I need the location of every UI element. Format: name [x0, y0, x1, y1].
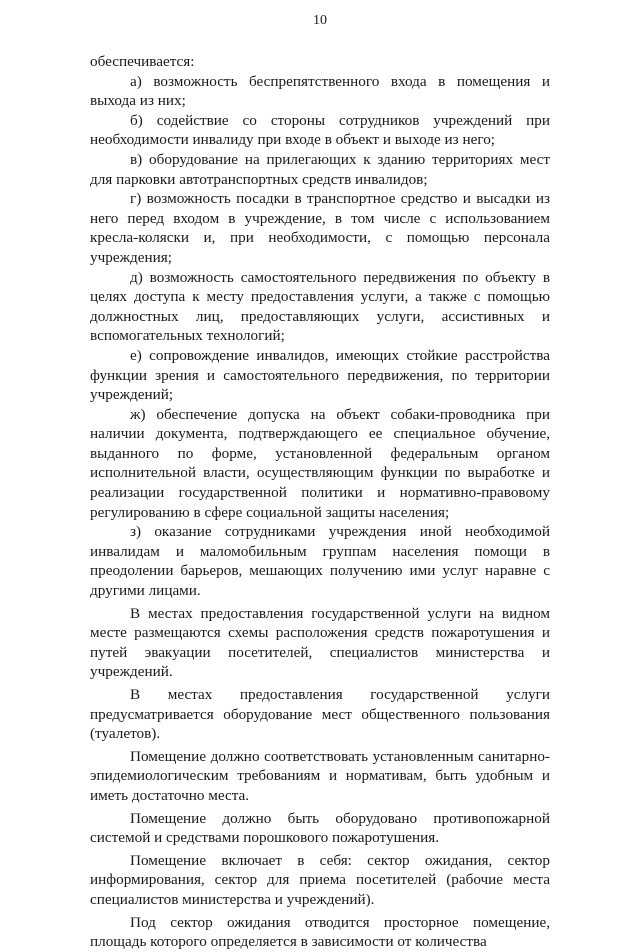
paragraph: обеспечивается: [90, 53, 195, 70]
paragraph: Помещение должно быть оборудовано противопожарной системой и средствами порошкового пожаротушения. [90, 809, 550, 847]
paragraph: В местах предоставления государственной услуги предусматривается оборудование мест общественного пользования (туалетов). [90, 686, 550, 743]
list-item: з) оказание сотрудниками учреждения иной необходимой инвалидам и маломобильным группам населения помощи в преодолении барьеров, мешающих получению ими услуг наравне с другими лицами. [90, 523, 550, 600]
list-item: б) содействие со стороны сотрудников учреждений при необходимости инвалиду при входе в объект и выходе из него; [90, 111, 550, 149]
paragraph: Помещение должно соответствовать установленным санитарно-эпидемиологическим требованиям и нормативам, быть удобным и иметь достаточно места. [90, 747, 550, 804]
list-item: ж) обеспечение допуска на объект собаки-проводника при наличии документа, подтверждающего ее специальное обучение, выданного по форме, установленной федеральным органом исполнительной власти, осуществляющим функции по выработке и реализации государственной политики и нормативно-правовому регулированию в сфере социальной защиты населения; [90, 405, 550, 521]
paragraph: Помещение включает в себя: сектор ожидания, сектор информирования, сектор для приема посетителей (рабочие места специалистов министерства и учреждений). [90, 851, 550, 908]
list-item: е) сопровождение инвалидов, имеющих стойкие расстройства функции зрения и самостоятельного передвижения, по территории учреждений; [90, 346, 550, 404]
paragraph: Под сектор ожидания отводится просторное помещение, площадь которого определяется в зависимости от количества [90, 913, 550, 951]
page-number: 10 [313, 13, 327, 28]
list-item: д) возможность самостоятельного передвижения по объекту в целях доступа к месту предоставления услуги, а также с помощью должностных лиц, предоставляющих услуги, ассистивных и вспомогательных технологий; [90, 268, 550, 345]
list-item: г) возможность посадки в транспортное средство и высадки из него перед входом в учреждение, в том числе с использованием кресла-коляски и, при необходимости, с помощью персонала учреждения; [90, 190, 550, 266]
document-body [90, 52, 550, 952]
paragraph: В местах предоставления государственной услуги на видном месте размещаются схемы расположения средств пожаротушения и путей эвакуации посетителей, специалистов министерства и учреждений. [90, 604, 550, 681]
list-item: в) оборудование на прилегающих к зданию территориях мест для парковки автотранспортных средств инвалидов; [90, 150, 550, 188]
list-item: а) возможность беспрепятственного входа в помещения и выхода из них; [90, 72, 550, 110]
